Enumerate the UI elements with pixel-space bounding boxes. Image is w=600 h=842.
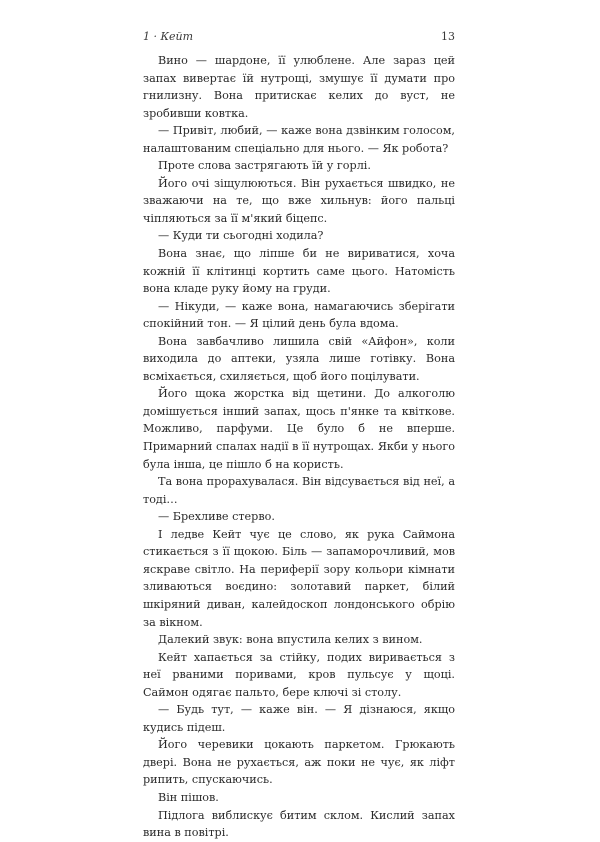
paragraph: Його щока жорстка від щетини. До алкоголю домішується інший запах, щось п'янке та квіткове. Можливо, парфуми. Це було б не вперше. Примарний спалах надії в її нутрощах. Якби у нього була інша, це пішло б на користь. <box>143 387 455 471</box>
chapter-title: 1 · Кейт <box>143 30 194 43</box>
paragraph: Підлога виблискує битим склом. Кислий запах вина в повітрі. <box>143 808 455 840</box>
paragraph: — Куди ти сьогодні ходила? <box>158 229 324 243</box>
paragraph: Він пішов. <box>158 790 219 804</box>
paragraph: Вона завбачливо лишила свій «Айфон», коли виходила до аптеки, узяла лише готівку. Вона всміхається, схиляється, щоб його поцілувати. <box>143 334 455 383</box>
paragraph: — Будь тут, — каже він. — Я дізнаюся, якщо кудись підеш. <box>143 703 455 734</box>
paragraph: І ледве Кейт чує це слово, як рука Саймона стикається з її щокою. Біль — запаморочливий, мов яскраве світло. На периферії зору кольори кімнати зливаються воєдино: золотавий паркет, білий шкіряний диван, калейдоскоп лондонського обрію за вікном. <box>143 527 455 629</box>
paragraph: — Брехливе стерво. <box>158 510 275 524</box>
page-number: 13 <box>441 30 455 43</box>
paragraph: Вино — шардоне, її улюблене. Але зараз цей запах вивертає їй нутрощі, змушує її думати про гнилизну. Вона притискає келих до вуст, не зробивши ковтка. <box>143 54 455 120</box>
paragraph: Його очі зіщулюються. Він рухається швидко, не зважаючи на те, що вже хильнув: його пальці чіпляються за її м'який біцепс. <box>143 176 455 225</box>
paragraph: Вона знає, що ліпше би не вириватися, хоча кожній її клітинці кортить саме цього. Натомість вона кладе руку йому на груди. <box>143 247 455 296</box>
body-text <box>143 52 455 842</box>
paragraph: Проте слова застрягають їй у горлі. <box>158 159 371 173</box>
paragraph: Кейт хапається за стійку, подих виривається з неї рваними поривами, кров пульсує у щоці. Саймон одягає пальто, бере ключі зі столу. <box>143 650 455 699</box>
paragraph: — Нікуди, — каже вона, намагаючись зберігати спокійний тон. — Я цілий день була вдома. <box>143 299 455 331</box>
paragraph: Його черевики цокають паркетом. Грюкають двері. Вона не рухається, аж поки не чує, як ліфт рипить, спускаючись. <box>143 738 455 787</box>
paragraph: Далекий звук: вона впустила келих з вином. <box>158 633 423 647</box>
running-head <box>143 30 455 46</box>
paragraph: Та вона прорахувалася. Він відсувається від неї, а тоді… <box>143 475 455 506</box>
paragraph: — Привіт, любий, — каже вона дзвінким голосом, налаштованим спеціально для нього. — Як робота? <box>143 124 455 155</box>
